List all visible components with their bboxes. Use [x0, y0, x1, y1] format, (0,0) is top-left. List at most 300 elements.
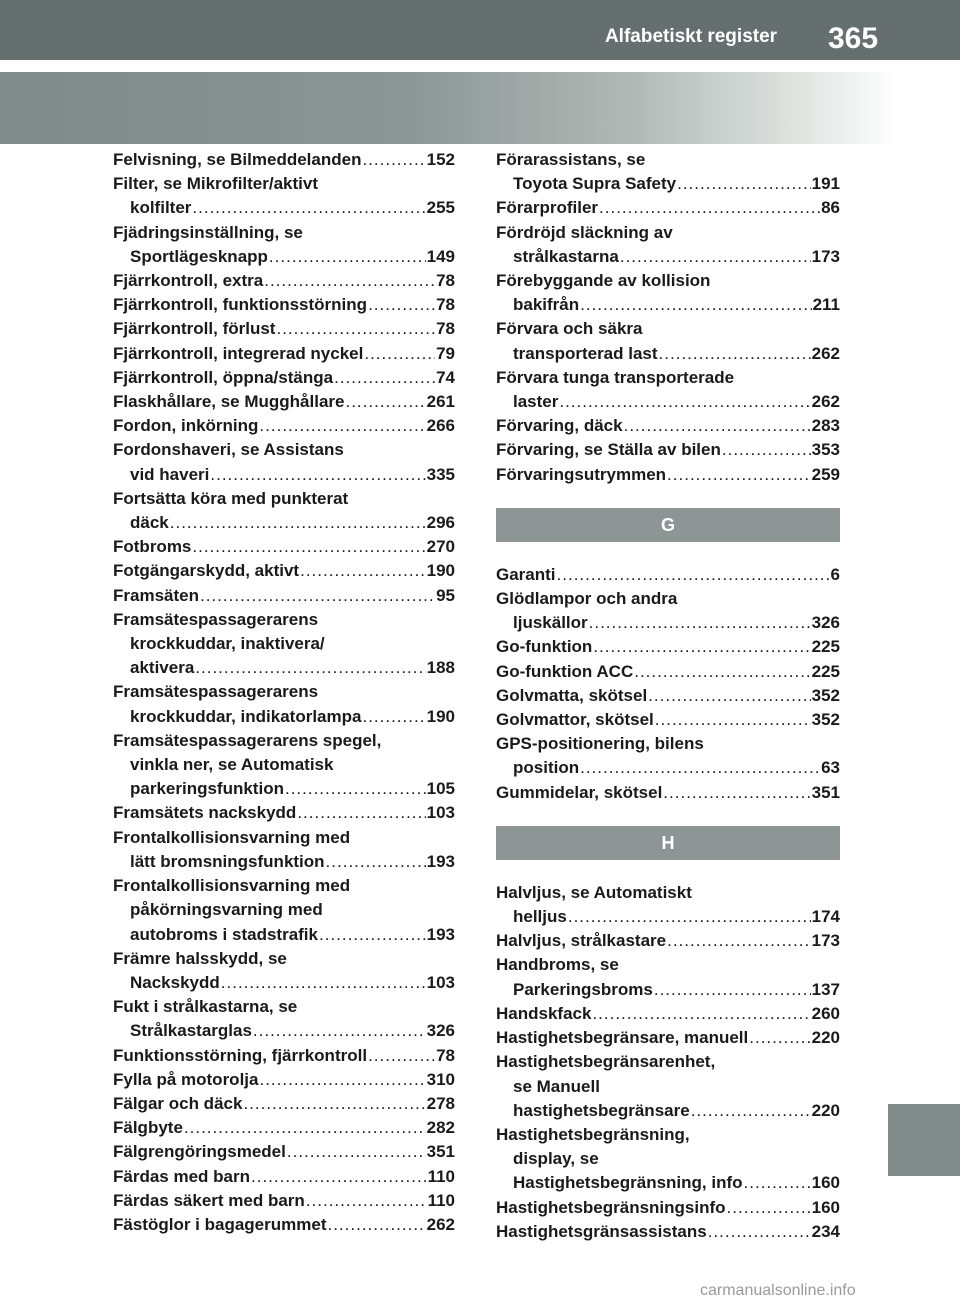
entry-final-line — [496, 1171, 840, 1195]
entry-final-line — [113, 1068, 455, 1092]
dot-leader — [677, 172, 811, 196]
entry-page-number: 262 — [811, 343, 840, 363]
entry-term: transporterad last — [513, 343, 658, 363]
index-entry — [113, 584, 455, 608]
index-entry — [113, 947, 455, 995]
index-entry — [496, 196, 840, 220]
entry-term: Golvmattor, skötsel — [496, 710, 654, 730]
dot-leader — [691, 1099, 811, 1123]
entry-text-line: Hastighetsbegränsning, — [496, 1124, 690, 1144]
index-entry — [113, 1044, 455, 1068]
entry-final-line — [496, 1196, 840, 1220]
index-entry — [113, 1116, 455, 1140]
index-entry — [113, 1213, 455, 1237]
entry-text-line: Handbroms, se — [496, 955, 619, 975]
dot-leader — [326, 850, 426, 874]
index-entry — [496, 1002, 840, 1026]
index-entry — [113, 390, 455, 414]
entry-text-line: Framsätespassagerarens — [113, 682, 319, 702]
entry-final-line — [496, 635, 840, 659]
entry-final-line — [113, 1116, 455, 1140]
entry-term: lätt bromsningsfunktion — [130, 851, 325, 871]
index-entry — [113, 1092, 455, 1116]
entry-final-line — [113, 1165, 455, 1189]
entry-term: helljus — [513, 907, 567, 927]
entry-final-line — [496, 756, 840, 780]
index-entry — [113, 293, 455, 317]
index-entry — [496, 660, 840, 684]
dot-leader — [170, 511, 426, 535]
entry-final-line — [496, 342, 840, 366]
entry-final-line — [496, 611, 840, 635]
entry-final-line — [113, 511, 455, 535]
dot-leader — [297, 801, 425, 825]
dot-leader — [744, 1171, 811, 1195]
entry-final-line — [113, 245, 455, 269]
dot-leader — [362, 705, 425, 729]
entry-term: Go-funktion ACC — [496, 661, 634, 681]
dot-leader — [727, 1196, 811, 1220]
entry-term: Fjärrkontroll, förlust — [113, 319, 276, 339]
index-entry — [113, 342, 455, 366]
entry-final-line — [113, 801, 455, 825]
entry-page-number: 160 — [811, 1197, 840, 1217]
entry-page-number: 188 — [426, 658, 455, 678]
entry-term: Handskfack — [496, 1003, 592, 1023]
entry-page-number: 6 — [830, 564, 840, 584]
entry-page-number: 191 — [811, 174, 840, 194]
dot-leader — [620, 245, 811, 269]
index-entry — [496, 1220, 840, 1244]
dot-leader — [251, 1165, 427, 1189]
entry-page-number: 103 — [426, 803, 455, 823]
index-entry — [113, 438, 455, 486]
dot-leader — [568, 905, 811, 929]
entry-term: Fjärrkontroll, extra — [113, 271, 264, 291]
index-entry — [496, 463, 840, 487]
index-entry — [496, 366, 840, 414]
index-entry — [113, 317, 455, 341]
entry-final-line — [113, 1044, 455, 1068]
entry-text-line: Halvljus, se Automatiskt — [496, 882, 692, 902]
entry-final-line — [113, 1092, 455, 1116]
dot-leader — [200, 584, 435, 608]
dot-leader — [592, 1002, 810, 1026]
header-bar — [0, 0, 960, 60]
entry-final-line — [113, 390, 455, 414]
decorative-band — [0, 72, 900, 144]
index-entry — [113, 414, 455, 438]
dot-leader — [667, 929, 811, 953]
entry-page-number: 353 — [811, 440, 840, 460]
entry-text-line: Främre halsskydd, se — [113, 948, 287, 968]
index-entry — [496, 317, 840, 365]
entry-page-number: 190 — [426, 706, 455, 726]
entry-term: Fylla på motorolja — [113, 1069, 259, 1089]
entry-page-number: 260 — [811, 1003, 840, 1023]
entry-final-line — [113, 1019, 455, 1043]
entry-term: bakifrån — [513, 295, 580, 315]
dot-leader — [368, 293, 435, 317]
index-entry — [113, 172, 455, 220]
dot-leader — [648, 684, 810, 708]
index-entry — [496, 684, 840, 708]
entry-term: aktivera — [130, 658, 195, 678]
dot-leader — [306, 1189, 427, 1213]
entry-text-line: GPS-positionering, bilens — [496, 734, 704, 754]
entry-final-line — [113, 366, 455, 390]
entry-final-line — [496, 1026, 840, 1050]
entry-term: Fälgrengöringsmedel — [113, 1142, 286, 1162]
entry-page-number: 326 — [426, 1021, 455, 1041]
dot-leader — [253, 1019, 426, 1043]
entry-page-number: 310 — [426, 1069, 455, 1089]
dot-leader — [654, 978, 811, 1002]
entry-text-line: påkörningsvarning med — [130, 900, 323, 920]
index-entry — [113, 1189, 455, 1213]
entry-final-line — [113, 535, 455, 559]
entry-term: Fjärrkontroll, integrerad nyckel — [113, 343, 364, 363]
entry-term: Förvaring, däck — [496, 416, 623, 436]
entry-final-line — [496, 438, 840, 462]
entry-page-number: 255 — [426, 198, 455, 218]
index-entry — [113, 874, 455, 947]
index-entry — [113, 535, 455, 559]
entry-term: Fjärrkontroll, funktionsstörning — [113, 295, 368, 315]
index-entry — [496, 881, 840, 929]
entry-final-line — [496, 781, 840, 805]
entry-term: krockkuddar, indikatorlampa — [130, 706, 362, 726]
entry-text-line: Förvara tunga transporterade — [496, 367, 735, 387]
dot-leader — [319, 923, 426, 947]
dot-leader — [259, 414, 425, 438]
entry-term: Strålkastarglas — [130, 1021, 252, 1041]
dot-leader — [663, 781, 810, 805]
section-title: Alfabetiskt register — [604, 26, 778, 47]
entry-final-line — [113, 463, 455, 487]
index-entry — [496, 708, 840, 732]
entry-text-line: Framsätespassagerarens spegel, — [113, 730, 382, 750]
entry-page-number: 137 — [811, 979, 840, 999]
entry-page-number: 335 — [426, 464, 455, 484]
entry-term: Go-funktion — [496, 637, 593, 657]
entry-term: Fordon, inkörning — [113, 416, 259, 436]
dot-leader — [192, 535, 425, 559]
dot-leader — [599, 196, 820, 220]
entry-final-line — [113, 414, 455, 438]
entry-final-line — [496, 245, 840, 269]
index-entry — [113, 1165, 455, 1189]
dot-leader — [364, 342, 435, 366]
dot-leader — [269, 245, 426, 269]
entry-term: Sportlägesknapp — [130, 246, 268, 266]
entry-page-number: 103 — [426, 972, 455, 992]
index-entry — [496, 1026, 840, 1050]
index-entry — [113, 801, 455, 825]
index-entry — [496, 1123, 840, 1196]
entry-final-line — [496, 929, 840, 953]
dot-leader — [210, 463, 425, 487]
entry-final-line — [113, 1213, 455, 1237]
entry-page-number: 78 — [436, 319, 455, 339]
entry-page-number: 174 — [811, 907, 840, 927]
dot-leader — [195, 656, 425, 680]
dot-leader — [362, 148, 425, 172]
entry-final-line — [496, 196, 840, 220]
dot-leader — [659, 342, 811, 366]
entry-term: Fotgängarskydd, aktivt — [113, 561, 300, 581]
dot-leader — [184, 1116, 426, 1140]
index-entry — [496, 563, 840, 587]
entry-term: Framsätets nackskydd — [113, 803, 297, 823]
dot-leader — [667, 463, 811, 487]
entry-page-number: 262 — [426, 1214, 455, 1234]
entry-page-number: 326 — [811, 613, 840, 633]
dot-leader — [593, 635, 810, 659]
dot-leader — [580, 293, 811, 317]
entry-term: Parkeringsbroms — [513, 979, 653, 999]
entry-page-number: 270 — [426, 537, 455, 557]
entry-text-line: vinkla ner, se Automatisk — [130, 755, 334, 775]
entry-final-line — [496, 684, 840, 708]
entry-page-number: 282 — [426, 1118, 455, 1138]
thumb-index-tab — [888, 1104, 960, 1176]
entry-page-number: 110 — [427, 1166, 455, 1186]
entry-final-line — [496, 978, 840, 1002]
entry-term: Gummidelar, skötsel — [496, 782, 663, 802]
entry-page-number: 351 — [426, 1142, 455, 1162]
index-column-right — [496, 148, 840, 1244]
entry-final-line — [496, 1002, 840, 1026]
entry-text-line: Fordonshaveri, se Assistans — [113, 440, 344, 460]
index-entry — [113, 995, 455, 1043]
entry-term: Hastighetsbegränsning, info — [513, 1173, 743, 1193]
entry-final-line — [113, 705, 455, 729]
entry-term: autobroms i stadstrafik — [130, 924, 318, 944]
dot-leader — [580, 756, 820, 780]
entry-page-number: 220 — [811, 1100, 840, 1120]
entry-final-line — [496, 563, 840, 587]
index-entry — [113, 148, 455, 172]
entry-final-line — [113, 1140, 455, 1164]
index-entry — [113, 269, 455, 293]
entry-final-line — [113, 559, 455, 583]
entry-final-line — [113, 269, 455, 293]
entry-final-line — [113, 196, 455, 220]
entry-page-number: 259 — [811, 464, 840, 484]
entry-text-line: display, se — [513, 1149, 599, 1169]
entry-text-line: Fukt i strålkastarna, se — [113, 997, 298, 1017]
section-letter-g: G — [496, 508, 840, 542]
index-entry — [496, 269, 840, 317]
index-entry — [496, 438, 840, 462]
entry-final-line — [113, 971, 455, 995]
entry-text-line: Glödlampor och andra — [496, 589, 678, 609]
entry-term: Fälgbyte — [113, 1118, 183, 1138]
entry-text-line: Frontalkollisionsvarning med — [113, 876, 351, 896]
entry-term: Hastighetsgränsassistans — [496, 1221, 707, 1241]
dot-leader — [287, 1140, 426, 1164]
entry-page-number: 78 — [436, 271, 455, 291]
entry-final-line — [113, 923, 455, 947]
index-entry — [113, 1140, 455, 1164]
entry-page-number: 86 — [821, 198, 840, 218]
index-entry — [113, 1068, 455, 1092]
entry-page-number: 220 — [811, 1028, 840, 1048]
index-entry — [113, 221, 455, 269]
entry-page-number: 149 — [426, 246, 455, 266]
index-entry — [496, 587, 840, 635]
entry-page-number: 173 — [811, 931, 840, 951]
entry-page-number: 261 — [426, 392, 455, 412]
entry-term: parkeringsfunktion — [130, 779, 284, 799]
entry-final-line — [113, 293, 455, 317]
dot-leader — [749, 1026, 810, 1050]
dot-leader — [368, 1044, 435, 1068]
entry-final-line — [496, 390, 840, 414]
dot-leader — [221, 971, 426, 995]
index-entry — [113, 826, 455, 874]
entry-final-line — [496, 905, 840, 929]
entry-final-line — [113, 850, 455, 874]
entry-text-line: Förebyggande av kollision — [496, 271, 711, 291]
index-entry — [113, 729, 455, 802]
entry-text-line: Frontalkollisionsvarning med — [113, 827, 351, 847]
entry-final-line — [496, 1099, 840, 1123]
entry-term: vid haveri — [130, 464, 210, 484]
entry-text-line: Fördröjd släckning av — [496, 222, 673, 242]
entry-term: Garanti — [496, 564, 556, 584]
entry-term: Toyota Supra Safety — [513, 174, 677, 194]
entry-term: Nackskydd — [130, 972, 220, 992]
entry-final-line — [113, 777, 455, 801]
entry-final-line — [113, 342, 455, 366]
entry-final-line — [113, 317, 455, 341]
index-column-left — [113, 148, 455, 1237]
entry-final-line — [496, 414, 840, 438]
entry-page-number: 95 — [436, 585, 455, 605]
entry-page-number: 193 — [426, 851, 455, 871]
entry-page-number: 225 — [811, 637, 840, 657]
dot-leader — [708, 1220, 811, 1244]
entry-page-number: 78 — [436, 1045, 455, 1065]
entry-page-number: 79 — [436, 343, 455, 363]
index-group-f — [496, 148, 840, 487]
entry-term: Golvmatta, skötsel — [496, 685, 648, 705]
entry-text-line: Hastighetsbegränsarenhet, — [496, 1052, 716, 1072]
entry-final-line — [113, 656, 455, 680]
dot-leader — [192, 196, 425, 220]
dot-leader — [557, 563, 830, 587]
index-entry — [113, 559, 455, 583]
index-entry — [496, 781, 840, 805]
index-entry — [496, 635, 840, 659]
index-entry — [496, 1050, 840, 1123]
dot-leader — [589, 611, 811, 635]
entry-page-number: 296 — [426, 513, 455, 533]
entry-page-number: 78 — [436, 295, 455, 315]
entry-text-line: Filter, se Mikrofilter/aktivt — [113, 174, 319, 194]
entry-page-number: 234 — [811, 1221, 840, 1241]
entry-page-number: 211 — [812, 295, 840, 315]
entry-term: position — [513, 758, 580, 778]
entry-term: Framsäten — [113, 585, 199, 605]
entry-term: hastighetsbegränsare — [513, 1100, 690, 1120]
dot-leader — [655, 708, 811, 732]
entry-term: Fälgar och däck — [113, 1093, 243, 1113]
index-entry — [113, 487, 455, 535]
entry-final-line — [496, 660, 840, 684]
dot-leader — [559, 390, 810, 414]
entry-term: Färdas med barn — [113, 1166, 250, 1186]
index-entry — [496, 148, 840, 196]
entry-term: Hastighetsbegränsningsinfo — [496, 1197, 726, 1217]
index-entry — [113, 680, 455, 728]
index-entry — [113, 366, 455, 390]
dot-leader — [276, 317, 435, 341]
dot-leader — [264, 269, 435, 293]
entry-final-line — [496, 1220, 840, 1244]
entry-page-number: 225 — [811, 661, 840, 681]
entry-page-number: 105 — [426, 779, 455, 799]
page-number: 365 — [828, 22, 879, 55]
entry-page-number: 266 — [426, 416, 455, 436]
entry-term: Halvljus, strålkastare — [496, 931, 667, 951]
entry-term: Fjärrkontroll, öppna/stänga — [113, 367, 334, 387]
dot-leader — [285, 777, 426, 801]
index-group-g — [496, 563, 840, 805]
entry-final-line — [113, 584, 455, 608]
entry-page-number: 110 — [427, 1190, 455, 1210]
entry-page-number: 173 — [811, 246, 840, 266]
dot-leader — [624, 414, 811, 438]
entry-page-number: 152 — [426, 150, 455, 169]
entry-page-number: 74 — [436, 367, 455, 387]
entry-page-number: 262 — [811, 392, 840, 412]
watermark: carmanualsonline.info — [700, 1282, 856, 1299]
index-entry — [496, 221, 840, 269]
entry-text-line: Förvara och säkra — [496, 319, 643, 339]
index-entry — [113, 608, 455, 681]
entry-final-line — [496, 708, 840, 732]
entry-term: Hastighetsbegränsare, manuell — [496, 1028, 749, 1048]
entry-term: Färdas säkert med barn — [113, 1190, 305, 1210]
entry-text-line: Fortsätta köra med punkterat — [113, 488, 349, 508]
index-group-h — [496, 881, 840, 1244]
entry-text-line: Förarassistans, se — [496, 150, 646, 169]
section-letter-h: H — [496, 826, 840, 860]
dot-leader — [327, 1213, 425, 1237]
index-entry — [496, 953, 840, 1001]
entry-page-number: 190 — [426, 561, 455, 581]
entry-term: Funktionsstörning, fjärrkontroll — [113, 1045, 368, 1065]
entry-term: kolfilter — [130, 198, 192, 218]
entry-page-number: 63 — [821, 758, 840, 778]
entry-text-line: krockkuddar, inaktivera/ — [130, 634, 325, 654]
entry-page-number: 352 — [811, 710, 840, 730]
entry-page-number: 351 — [811, 782, 840, 802]
entry-final-line — [496, 463, 840, 487]
entry-text-line: Framsätespassagerarens — [113, 609, 319, 629]
dot-leader — [345, 390, 425, 414]
entry-page-number: 352 — [811, 685, 840, 705]
dot-leader — [259, 1068, 425, 1092]
index-entry — [496, 929, 840, 953]
index-entry — [496, 414, 840, 438]
dot-leader — [243, 1092, 425, 1116]
entry-term: Felvisning, se Bilmeddelanden — [113, 150, 362, 169]
entry-page-number: 283 — [811, 416, 840, 436]
